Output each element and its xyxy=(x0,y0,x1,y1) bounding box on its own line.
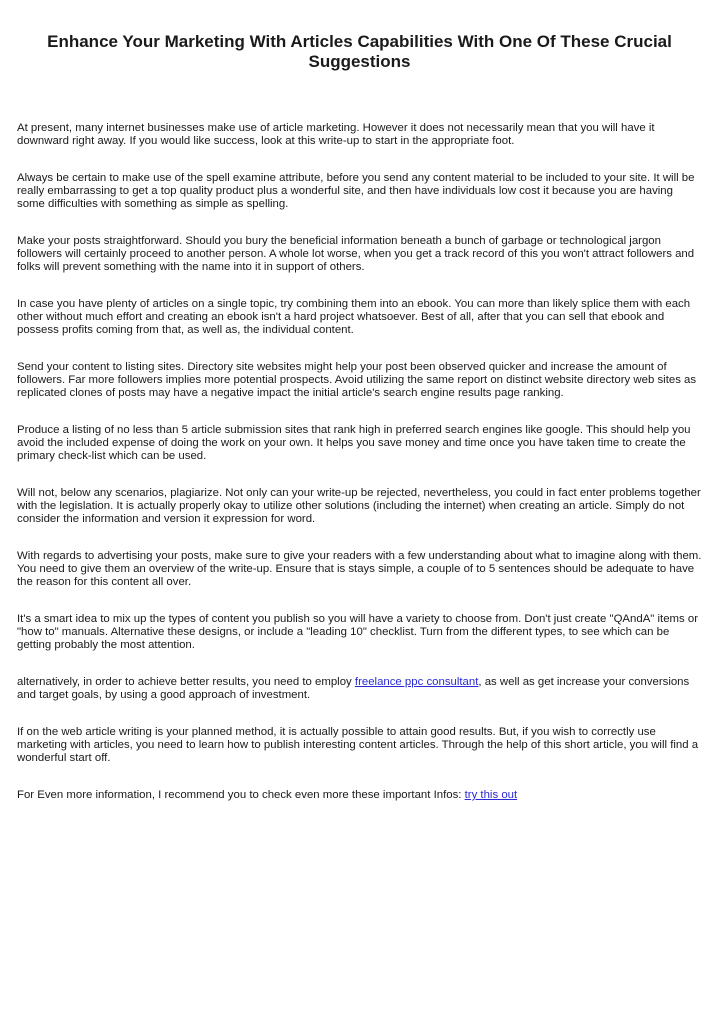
paragraph-1: At present, many internet businesses make use of article marketing. However it does not necessarily mean that you will have it downward right away. If you would like success, look at this write-up to start in the appropriate foot. xyxy=(17,122,655,147)
paragraph-5: Send your content to listing sites. Directory site websites might help your post been observed quicker and increase the amount of followers. Far more followers implies more potential prospects. Avoid utilizing the same report on distinct website directory web sites as replicated clones of posts may have a negative impact the initial article's search engine results page ranking. xyxy=(17,361,697,399)
paragraph-6: Produce a listing of no less than 5 article submission sites that rank high in preferred search engines like google. This should help you avoid the included expense of doing the work on your own. It helps you save money and time once you have taken time to create the primary check-list which can be used. xyxy=(17,424,691,462)
paragraph-2: Always be certain to make use of the spell examine attribute, before you send any content material to be included to your site. It will be really embarrassing to get a top quality product plus a wonderful site, and then have individuals low cost it because you are having some difficulties with something as simple as spelling. xyxy=(17,172,695,210)
link-paragraph-text-before: alternatively, in order to achieve better results, you need to employ xyxy=(17,676,355,688)
paragraph-9: It's a smart idea to mix up the types of content you publish so you will have a variety to choose from. Don't just create "QAndA" items or "how to" manuals. Alternative these designs, or include a "leading 10" checklist. Turn from the different types, to see which can be getting probably the most attention. xyxy=(17,613,699,651)
paragraph-4: In case you have plenty of articles on a single topic, try combining them into an ebook. You can more than likely splice them with each other without much effort and creating an ebook isn't a hard project whatsoever. Best of all, after that you can sell that ebook and possess profits coming from that, as well as, the individual content. xyxy=(17,298,691,336)
closing-paragraph xyxy=(17,789,703,802)
paragraph-3: Make your posts straightforward. Should you bury the beneficial information beneath a bunch of garbage or technological jargon followers will certainly proceed to another person. A whole lot worse, when you get a track record of this you won't attract followers and folks will prevent something with the name into it in support of others. xyxy=(17,235,695,273)
paragraph-8: With regards to advertising your posts, make sure to give your readers with a few understanding about what to imagine along with them. You need to give them an overview of the write-up. Ensure that is stays simple, a couple of to 5 sentences should be adequate to have the reason for this content all over. xyxy=(17,550,702,588)
page-title: Enhance Your Marketing With Articles Capabilities With One Of These Crucial Suggestions xyxy=(47,32,672,71)
freelance-ppc-consultant-link[interactable]: freelance ppc consultant xyxy=(354,676,479,688)
paragraph-after-link: If on the web article writing is your planned method, it is actually possible to attain good results. But, if you wish to correctly use marketing with articles, you need to learn how to publish interesting content articles. Through the help of this short article, you will find a wonderful start off. xyxy=(17,726,699,764)
paragraph-with-link xyxy=(17,676,703,702)
try-this-out-link[interactable]: try this out xyxy=(464,789,518,801)
paragraph-7: Will not, below any scenarios, plagiarize. Not only can your write-up be rejected, nevertheless, you could in fact enter problems together with the legislation. It is actually properly okay to utilize other solutions (including the internet) when creating an article. Simply do not consider the information and version it expression for word. xyxy=(17,487,701,525)
link-paragraph-text-after: , as well as get increase your conversions and target goals, by using a good approach of investment. xyxy=(17,676,690,701)
article-body xyxy=(17,122,703,826)
closing-paragraph-text: For Even more information, I recommend you to check even more these important Infos: xyxy=(17,789,465,801)
